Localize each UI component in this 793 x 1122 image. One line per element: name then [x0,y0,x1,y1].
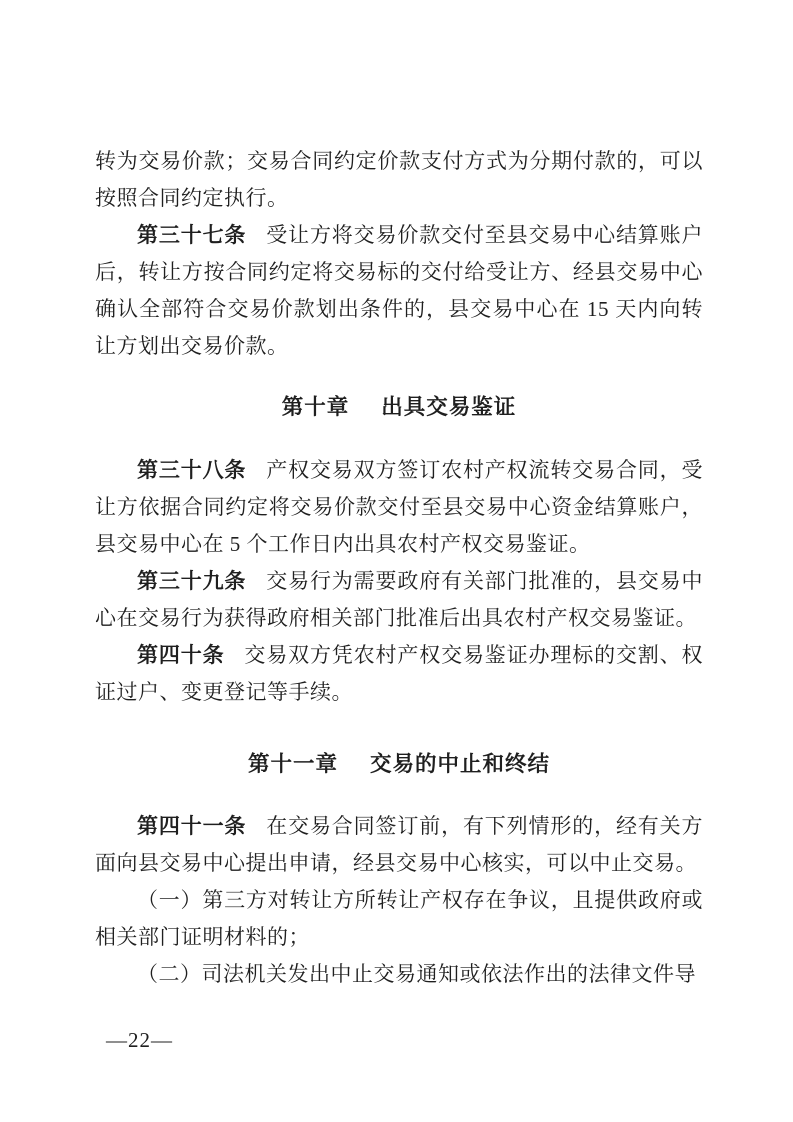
article-38-body: 产权交易双方签订农村产权流转交易合同，受让方依据合同约定将交易价款交付至县交易中心资金结算账户，县交易中心在 5 个工作日内出具农村产权交易鉴证。 [95,458,704,556]
list-item-2-text: （二）司法机关发出中止交易通知或依法作出的法律文件导 [137,962,696,986]
article-41-number: 第四十一条 [137,814,247,838]
article-39 [95,563,703,637]
list-item-2 [95,956,703,993]
article-37 [95,217,703,365]
list-item-1 [95,882,703,956]
paragraph-continuation [95,143,703,217]
article-39-number: 第三十九条 [137,569,247,593]
article-37-body: 受让方将交易价款交付至县交易中心结算账户后，转让方按合同约定将交易标的交付给受让方、经县交易中心确认全部符合交易价款划出条件的，县交易中心在 15 天内向转让方划出交易价款。 [95,223,704,358]
article-37-number: 第三十七条 [137,223,247,247]
article-41 [95,808,703,882]
article-40-body: 交易双方凭农村产权交易鉴证办理标的交割、权证过户、变更登记等手续。 [95,643,704,704]
article-38-number: 第三十八条 [137,458,247,482]
chapter-10-title: 出具交易鉴证 [381,395,517,419]
chapter-10-number: 第十章 [281,395,350,419]
page-number: —22— [106,1028,173,1052]
article-40 [95,637,703,711]
document-content [95,143,703,993]
article-39-body: 交易行为需要政府有关部门批准的，县交易中心在交易行为获得政府相关部门批准后出具农村产权交易鉴证。 [95,569,704,630]
chapter-11-title: 交易的中止和终结 [370,752,551,776]
chapter-11-number: 第十一章 [247,752,338,776]
article-38 [95,452,703,563]
chapter-10-heading [95,389,703,426]
list-item-1-text: （一）第三方对转让方所转让产权存在争议，且提供政府或相关部门证明材料的； [95,888,703,949]
article-41-body: 在交易合同签订前，有下列情形的，经有关方面向县交易中心提出申请，经县交易中心核实，可以中止交易。 [95,814,704,875]
paragraph-text: 转为交易价款；交易合同约定价款支付方式为分期付款的，可以按照合同约定执行。 [95,149,703,210]
chapter-11-heading [95,746,703,783]
article-40-number: 第四十条 [137,643,225,667]
